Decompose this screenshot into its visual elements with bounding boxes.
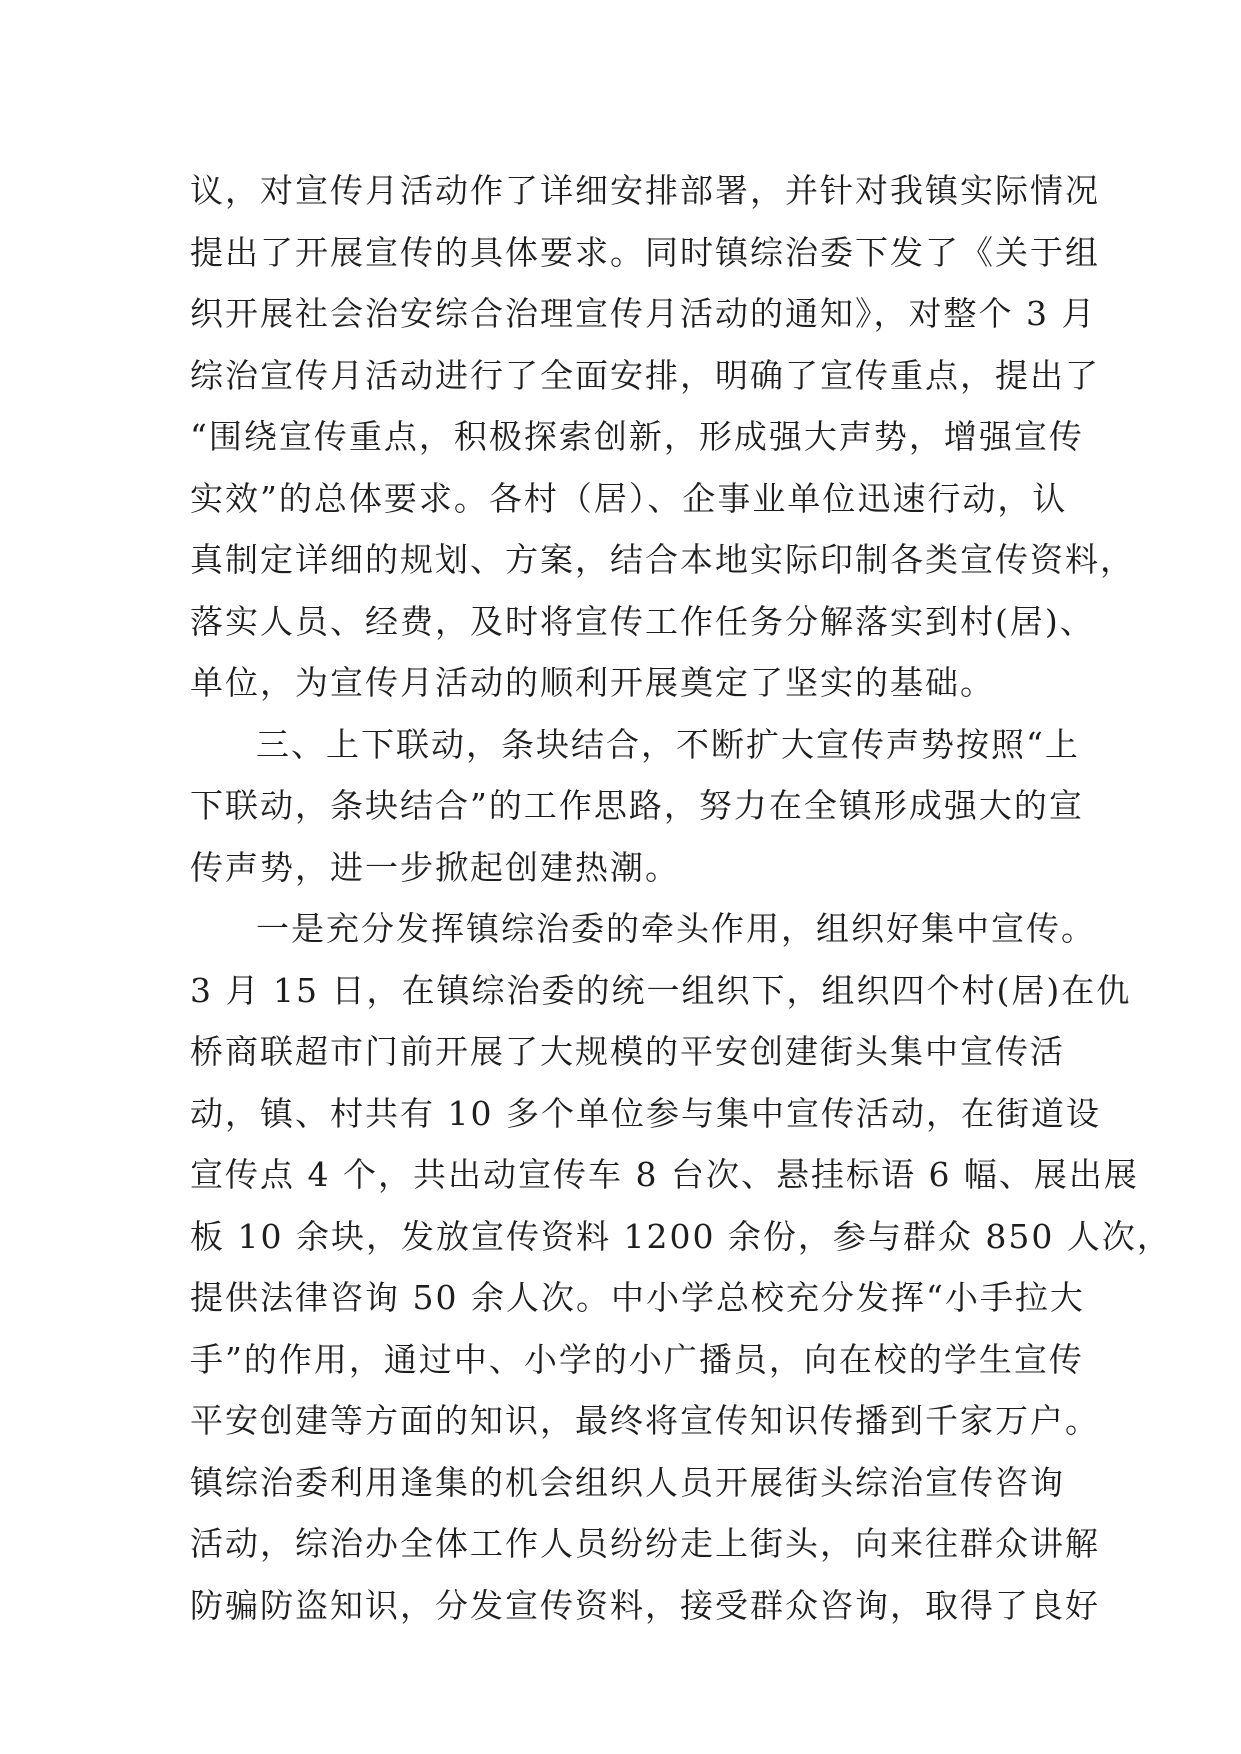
text-line: 提供法律咨询 50 余人次。中小学总校充分发挥“小手拉大 [190, 1278, 1085, 1317]
text-line: 动，镇、村共有 10 多个单位参与集中宣传活动，在街道设 [190, 1093, 1101, 1133]
text-line: 下联动，条块结合”的工作思路，努力在全镇形成强大的宣 [190, 786, 1084, 825]
text-line: 落实人员、经费，及时将宣传工作任务分解落实到村(居)、 [190, 601, 1095, 641]
text-line: 防骗防盗知识，分发宣传资料，接受群众咨询，取得了良好 [190, 1585, 1100, 1625]
paragraph [190, 160, 1135, 714]
paragraph [190, 714, 1084, 899]
text-line: “围绕宣传重点，积极探索创新，形成强大声势，增强宣传 [190, 417, 1084, 456]
document-body [190, 160, 1172, 1636]
text-line: 综治宣传月活动进行了全面安排，明确了宣传重点，提出了 [190, 355, 1100, 395]
paragraph [190, 898, 1172, 1636]
text-line: 实效”的总体要求。各村（居）、企事业单位迅速行动，认 [190, 478, 1068, 518]
text-line: 宣传点 4 个，共出动宣传车 8 台次、悬挂标语 6 幅、展出展 [190, 1155, 1139, 1194]
text-line: 提出了开展宣传的具体要求。同时镇综治委下发了《关于组 [190, 232, 1100, 272]
text-line: 手”的作用，通过中、小学的小广播员，向在校的学生宣传 [190, 1339, 1084, 1379]
text-line: 板 10 余块，发放宣传资料 1200 余份，参与群众 850 人次， [190, 1216, 1172, 1256]
text-line: 单位，为宣传月活动的顺利开展奠定了坚实的基础。 [190, 663, 995, 702]
text-line: 织开展社会治安综合治理宣传月活动的通知》，对整个 3 月 [190, 294, 1097, 333]
text-line: 三、上下联动，条块结合，不断扩大宣传声势按照“上 [256, 724, 1080, 764]
text-line: 真制定详细的规划、方案，结合本地实际印制各类宣传资料， [190, 540, 1135, 579]
text-line: 3 月 15 日，在镇综治委的统一组织下，组织四个村(居)在仇 [190, 970, 1132, 1010]
text-line: 桥商联超市门前开展了大规模的平安创建街头集中宣传活 [190, 1032, 1065, 1071]
text-line: 平安创建等方面的知识，最终将宣传知识传播到千家万户。 [190, 1401, 1100, 1440]
text-line: 镇综治委利用逢集的机会组织人员开展街头综治宣传咨询 [190, 1462, 1065, 1502]
text-line: 传声势，进一步掀起创建热潮。 [190, 847, 680, 887]
text-line: 活动，综治办全体工作人员纷纷走上街头，向来往群众讲解 [190, 1524, 1100, 1563]
text-line: 一是充分发挥镇综治委的牵头作用，组织好集中宣传。 [256, 909, 1096, 948]
text-line: 议，对宣传月活动作了详细安排部署，并针对我镇实际情况 [190, 171, 1100, 210]
